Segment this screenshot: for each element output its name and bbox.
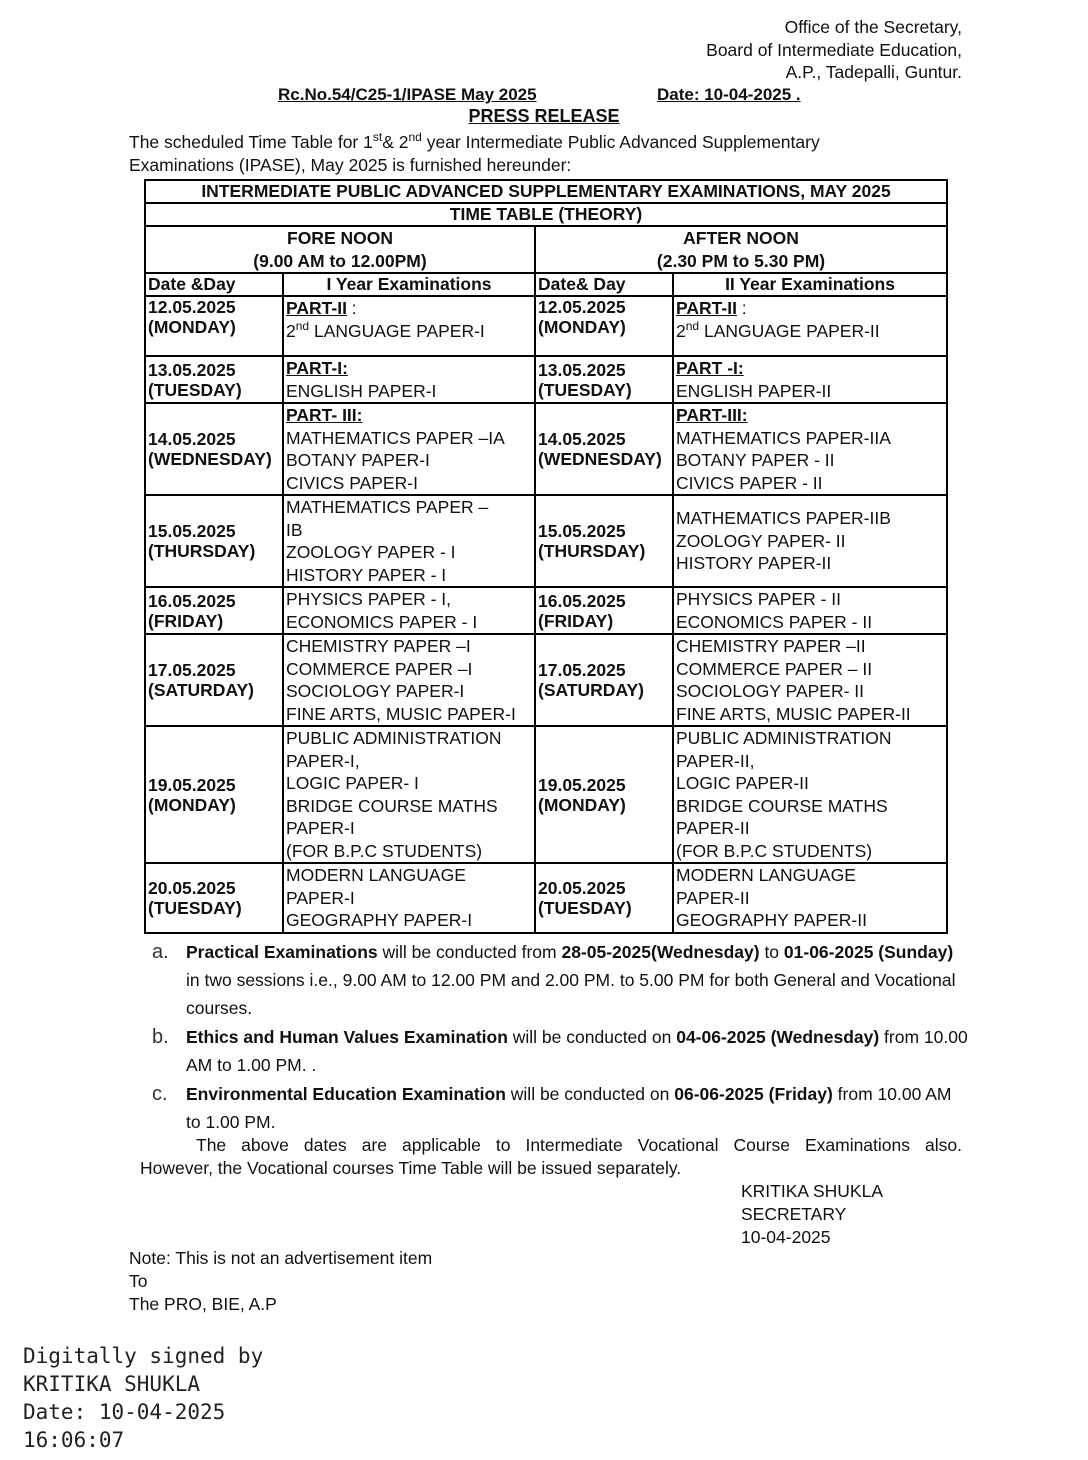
note-text: from 10.00 AM to 1.00 PM. .: [186, 1027, 968, 1075]
note-bold: Environmental Education Examination: [186, 1084, 506, 1104]
intro-sup-2: nd: [408, 130, 422, 145]
date-cell: [145, 403, 283, 495]
paper-name: ZOOLOGY PAPER - I: [286, 542, 456, 562]
paper-name: LOGIC PAPER- I: [286, 773, 419, 793]
date-cell: [535, 356, 673, 403]
paper-name: BOTANY PAPER - II: [676, 450, 835, 470]
paper-name: MATHEMATICS PAPER-IIB: [676, 508, 891, 529]
exam-day: (WEDNESDAY): [148, 449, 272, 469]
exam-date: 19.05.2025: [538, 774, 626, 795]
note-marker: c.: [152, 1083, 168, 1105]
exam-date: 13.05.2025: [538, 359, 626, 380]
note-marker: b.: [152, 1026, 169, 1048]
exam-day: (FRIDAY): [538, 610, 614, 631]
office-line-1: Office of the Secretary,: [784, 17, 962, 37]
exam-date: 14.05.2025: [538, 429, 626, 449]
forenoon-header: [145, 226, 535, 273]
first-year-cell: [283, 296, 535, 356]
second-year-cell: [673, 587, 947, 634]
digital-signature-line-3: Date: 10-04-2025: [23, 1400, 226, 1424]
col-date-day-2: Date& Day: [535, 273, 673, 296]
exam-date: 19.05.2025: [148, 774, 236, 795]
column-header-row: [145, 273, 947, 296]
note-text: in two sessions i.e., 9.00 AM to 12.00 PM and 2.00 PM. to 5.00 PM for both General and Vocational courses.: [186, 970, 956, 1018]
table-subtitle: TIME TABLE (THEORY): [145, 203, 947, 226]
signatory-title: SECRETARY: [741, 1204, 847, 1224]
note-text: to: [759, 942, 784, 962]
note-bold: 06-06-2025 (Friday): [674, 1084, 833, 1104]
note-marker: a.: [152, 941, 169, 963]
table-subtitle-row: [145, 203, 947, 226]
reference-date: Date: 10-04-2025 .: [657, 85, 801, 104]
first-year-cell: [283, 403, 535, 495]
paper-name: GEOGRAPHY PAPER-I: [286, 910, 473, 930]
vocational-note-line-2: However, the Vocational courses Time Table will be issued separately.: [140, 1158, 682, 1178]
paper-name: COMMERCE PAPER –I: [286, 658, 473, 679]
intro-text-2: & 2: [382, 132, 409, 152]
note-bold: Ethics and Human Values Examination: [186, 1027, 508, 1047]
vocational-note: [140, 1134, 962, 1180]
second-year-cell: [673, 403, 947, 495]
paper-name: CIVICS PAPER-I: [286, 472, 418, 493]
exam-day: (MONDAY): [538, 794, 626, 815]
date-cell: [145, 296, 283, 356]
afternoon-label: AFTER NOON: [683, 228, 799, 248]
paper-num: 2: [286, 320, 296, 341]
first-year-cell: [283, 356, 535, 403]
part-heading: PART-III:: [676, 405, 748, 425]
table-title: INTERMEDIATE PUBLIC ADVANCED SUPPLEMENTARY EXAMINATIONS, MAY 2025: [145, 180, 947, 203]
paper-name: PAPER-II: [676, 818, 750, 838]
paper-name: ENGLISH PAPER-I: [286, 380, 437, 401]
date-cell: [535, 726, 673, 863]
exam-date: 16.05.2025: [538, 590, 626, 611]
digital-signature: [23, 1342, 263, 1454]
exam-day: (THURSDAY): [538, 541, 646, 561]
note-bold: Practical Examinations: [186, 942, 378, 962]
press-release-heading: PRESS RELEASE: [468, 106, 620, 126]
paper-name: (FOR B.P.C STUDENTS): [286, 840, 483, 861]
office-line-3: A.P., Tadepalli, Guntur.: [785, 62, 962, 82]
paper-name: ECONOMICS PAPER - II: [676, 611, 873, 632]
note-text: will be conducted on: [507, 1027, 677, 1047]
exam-date: 12.05.2025: [148, 297, 236, 317]
digital-signature-line-1: Digitally signed by: [23, 1344, 264, 1368]
exam-day: (FRIDAY): [148, 610, 224, 631]
second-year-cell: [673, 356, 947, 403]
to-label: To: [129, 1271, 148, 1291]
reference-number: Rc.No.54/C25-1/IPASE May 2025: [278, 85, 537, 104]
session-row: [145, 226, 947, 273]
first-year-cell: [283, 495, 535, 587]
exam-date: 15.05.2025: [148, 521, 236, 541]
intro-sup-1: st: [372, 130, 383, 145]
paper-name: GEOGRAPHY PAPER-II: [676, 910, 867, 930]
paper-name: FINE ARTS, MUSIC PAPER-II: [676, 703, 911, 724]
paper-name: (FOR B.P.C STUDENTS): [676, 840, 873, 861]
first-year-cell: [283, 587, 535, 634]
part-heading: PART-II: [286, 298, 347, 318]
paper-name: COMMERCE PAPER – II: [676, 658, 873, 679]
paper-name: FINE ARTS, MUSIC PAPER-I: [286, 703, 516, 724]
second-year-cell: [673, 726, 947, 863]
paper-name: PHYSICS PAPER - II: [676, 589, 841, 609]
exam-date: 17.05.2025: [538, 660, 626, 680]
paper-name: PAPER-I,: [286, 750, 360, 771]
col-second-year: II Year Examinations: [673, 273, 947, 296]
paper-name: PAPER-I: [286, 887, 355, 908]
part-heading-suffix: :: [736, 298, 747, 318]
afternoon-time: (2.30 PM to 5.30 PM): [656, 250, 826, 271]
forenoon-label: FORE NOON: [287, 228, 393, 248]
exam-date: 14.05.2025: [148, 429, 236, 449]
part-heading: PART-I:: [286, 358, 348, 378]
second-year-cell: [673, 634, 947, 726]
paper-sup: nd: [295, 318, 310, 333]
signatory-name: KRITIKA SHUKLA: [741, 1181, 883, 1201]
time-table: [144, 179, 948, 934]
table-row: [145, 726, 947, 863]
note-text: will be conducted on: [505, 1084, 675, 1104]
afternoon-header: [535, 226, 947, 273]
exam-date: 20.05.2025: [148, 877, 236, 898]
paper-name: LANGUAGE PAPER-II: [699, 320, 880, 341]
table-row: [145, 296, 947, 356]
paper-name: ENGLISH PAPER-II: [676, 380, 832, 401]
signature-block: [741, 1180, 883, 1249]
paper-name: MODERN LANGUAGE: [676, 865, 856, 885]
date-cell: [535, 495, 673, 587]
second-year-cell: [673, 495, 947, 587]
paper-name: PUBLIC ADMINISTRATION: [286, 728, 502, 748]
table-row: [145, 403, 947, 495]
paper-name: MATHEMATICS PAPER –IA: [286, 427, 505, 448]
col-date-day-1: Date &Day: [145, 273, 283, 296]
intro-text-1: The scheduled Time Table for 1: [129, 132, 373, 152]
date-cell: [145, 356, 283, 403]
paper-name: BRIDGE COURSE MATHS: [676, 795, 888, 816]
paper-name: BRIDGE COURSE MATHS: [286, 795, 498, 816]
paper-name: SOCIOLOGY PAPER-I: [286, 681, 465, 701]
exam-day: (TUESDAY): [538, 379, 632, 400]
paper-name: PUBLIC ADMINISTRATION: [676, 728, 892, 748]
paper-name: PAPER-II,: [676, 750, 755, 771]
paper-name: ECONOMICS PAPER - I: [286, 611, 478, 632]
paper-sup: nd: [685, 318, 700, 333]
table-row: [145, 495, 947, 587]
forenoon-time: (9.00 AM to 12.00PM): [253, 250, 427, 271]
paper-name: CHEMISTRY PAPER –I: [286, 636, 471, 656]
table-row: [145, 587, 947, 634]
part-heading: PART -I:: [676, 358, 744, 378]
paper-name: IB: [286, 519, 303, 540]
paper-name: LOGIC PAPER-II: [676, 773, 809, 793]
note-a: [150, 938, 970, 1022]
intro-text-3: year Intermediate Public Advanced Supplementary: [421, 132, 820, 152]
note-bold: 28-05-2025(Wednesday): [561, 942, 760, 962]
paper-name: CIVICS PAPER - II: [676, 472, 823, 493]
table-row: [145, 863, 947, 933]
paper-name: MODERN LANGUAGE: [286, 865, 466, 885]
paper-name: HISTORY PAPER - I: [286, 564, 447, 585]
exam-date: 17.05.2025: [148, 660, 236, 680]
date-cell: [145, 863, 283, 933]
exam-day: (SATURDAY): [538, 680, 644, 700]
digital-signature-line-4: 16:06:07: [23, 1428, 125, 1452]
paper-name: PAPER-I: [286, 818, 355, 838]
part-heading-suffix: :: [346, 298, 357, 318]
col-first-year: I Year Examinations: [283, 273, 535, 296]
vocational-note-line-1: The above dates are applicable to Intermediate Vocational Course Examinations also.: [196, 1135, 962, 1155]
table-row: [145, 634, 947, 726]
exam-date: 16.05.2025: [148, 590, 236, 611]
first-year-cell: [283, 726, 535, 863]
note-b: [150, 1023, 970, 1079]
exam-date: 15.05.2025: [538, 521, 626, 541]
exam-day: (WEDNESDAY): [538, 449, 662, 469]
second-year-cell: [673, 863, 947, 933]
paper-name: ZOOLOGY PAPER- II: [676, 530, 846, 551]
table-title-row: [145, 180, 947, 203]
date-cell: [145, 495, 283, 587]
exam-date: 20.05.2025: [538, 877, 626, 898]
advertisement-note: Note: This is not an advertisement item: [129, 1248, 433, 1268]
date-cell: [145, 726, 283, 863]
note-text: from 10.00 AM to 1.00 PM.: [186, 1084, 952, 1132]
first-year-cell: [283, 863, 535, 933]
part-heading: PART- III:: [286, 405, 363, 425]
paper-name: BOTANY PAPER-I: [286, 450, 430, 470]
exam-day: (SATURDAY): [148, 680, 254, 700]
paper-name: MATHEMATICS PAPER-IIA: [676, 427, 891, 448]
signature-date: 10-04-2025: [741, 1227, 831, 1247]
second-year-cell: [673, 296, 947, 356]
exam-day: (MONDAY): [538, 317, 626, 337]
note-text: will be conducted from: [377, 942, 562, 962]
exam-day: (TUESDAY): [148, 897, 242, 918]
paper-name: PAPER-II: [676, 887, 750, 908]
date-cell: [535, 634, 673, 726]
exam-day: (TUESDAY): [148, 379, 242, 400]
date-cell: [145, 634, 283, 726]
paper-name: SOCIOLOGY PAPER- II: [676, 681, 865, 701]
exam-day: (THURSDAY): [148, 541, 256, 561]
paper-name: MATHEMATICS PAPER –: [286, 497, 489, 517]
note-bold: 01-06-2025 (Sunday): [783, 942, 954, 962]
intro-text-4: Examinations (IPASE), May 2025 is furnished hereunder:: [129, 155, 572, 175]
footer-block: [129, 1247, 432, 1316]
paper-name: HISTORY PAPER-II: [676, 553, 832, 574]
part-heading: PART-II: [676, 298, 737, 318]
date-cell: [145, 587, 283, 634]
table-row: [145, 356, 947, 403]
exam-day: (MONDAY): [148, 794, 236, 815]
note-bold: 04-06-2025 (Wednesday): [676, 1027, 880, 1047]
date-cell: [535, 296, 673, 356]
paper-name: PHYSICS PAPER - I,: [286, 589, 451, 609]
date-cell: [535, 403, 673, 495]
office-line-2: Board of Intermediate Education,: [706, 39, 962, 60]
paper-num: 2: [676, 320, 686, 341]
digital-signature-line-2: KRITIKA SHUKLA: [23, 1372, 201, 1396]
note-c: [150, 1080, 970, 1136]
recipient: The PRO, BIE, A.P: [129, 1294, 277, 1314]
first-year-cell: [283, 634, 535, 726]
date-cell: [535, 587, 673, 634]
exam-day: (MONDAY): [148, 317, 236, 337]
paper-name: CHEMISTRY PAPER –II: [676, 636, 866, 656]
paper-name: LANGUAGE PAPER-I: [309, 320, 485, 341]
office-address: [706, 16, 962, 84]
exam-day: (TUESDAY): [538, 897, 632, 918]
notes-list: [150, 938, 970, 1137]
date-cell: [535, 863, 673, 933]
exam-date: 13.05.2025: [148, 359, 236, 380]
exam-date: 12.05.2025: [538, 297, 626, 317]
intro-paragraph: [129, 131, 929, 177]
